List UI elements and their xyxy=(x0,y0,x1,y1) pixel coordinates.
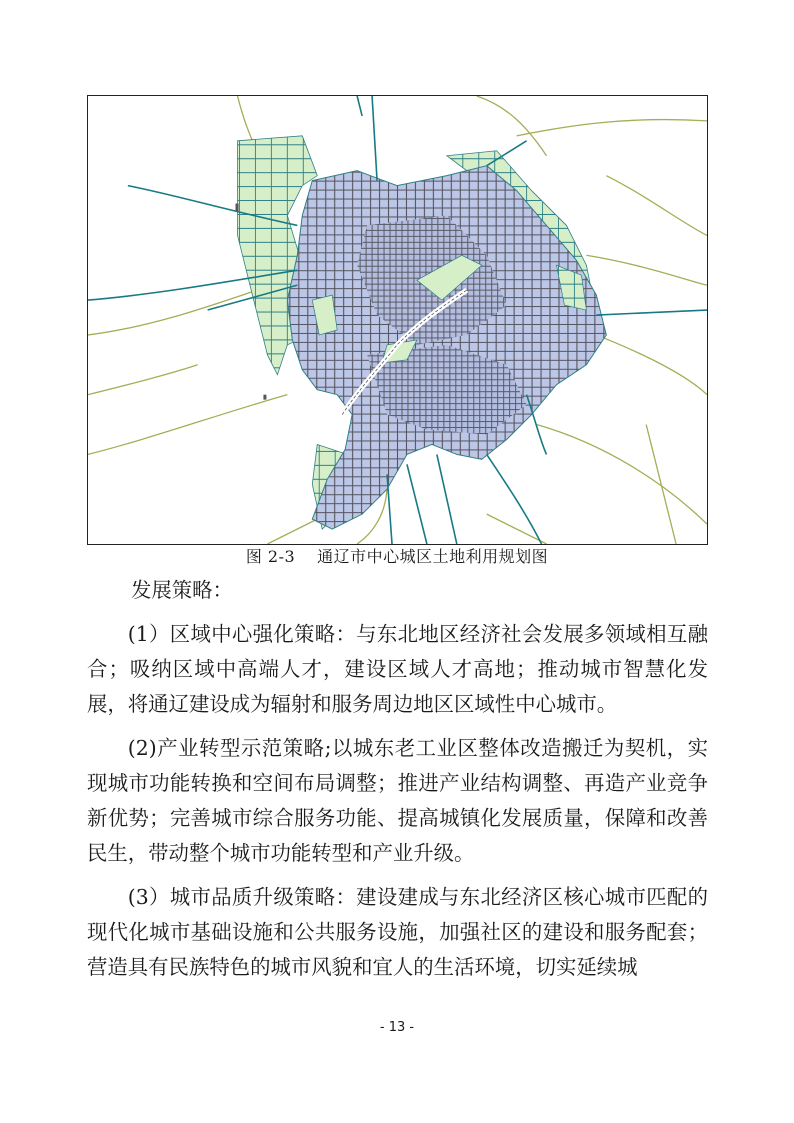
paragraph-1: (1）区域中心强化策略：与东北地区经济社会发展多领域相互融合；吸纳区域中高端人才，建设区域人才高地；推动城市智慧化发展，将通辽建设成为辐射和服务周边地区区域性中心城市。 xyxy=(87,622,708,716)
land-use-map xyxy=(87,95,708,545)
page-number: - 13 - xyxy=(379,1020,415,1035)
figure-caption xyxy=(0,546,794,568)
body-paragraphs xyxy=(87,617,708,985)
figure-caption-number: 图 2-3 xyxy=(245,547,296,566)
figure-caption-title: 通辽市中心城区土地利用规划图 xyxy=(317,547,549,566)
section-heading: 发展策略： xyxy=(131,578,233,602)
map-image xyxy=(88,96,707,544)
paragraph-3: (3）城市品质升级策略：建设建成与东北经济区核心城市匹配的现代化城市基础设施和公共服务设施，加强社区的建设和服务配套；营造具有民族特色的城市风貌和宜人的生活环境，切实延续城 xyxy=(87,885,708,979)
paragraph-2: (2)产业转型示范策略;以城东老工业区整体改造搬迁为契机，实现城市功能转换和空间布局调整；推进产业结构调整、再造产业竞争新优势；完善城市综合服务功能、提高城镇化发展质量，保障和改善民生，带动整个城市功能转型和产业升级。 xyxy=(87,736,708,865)
